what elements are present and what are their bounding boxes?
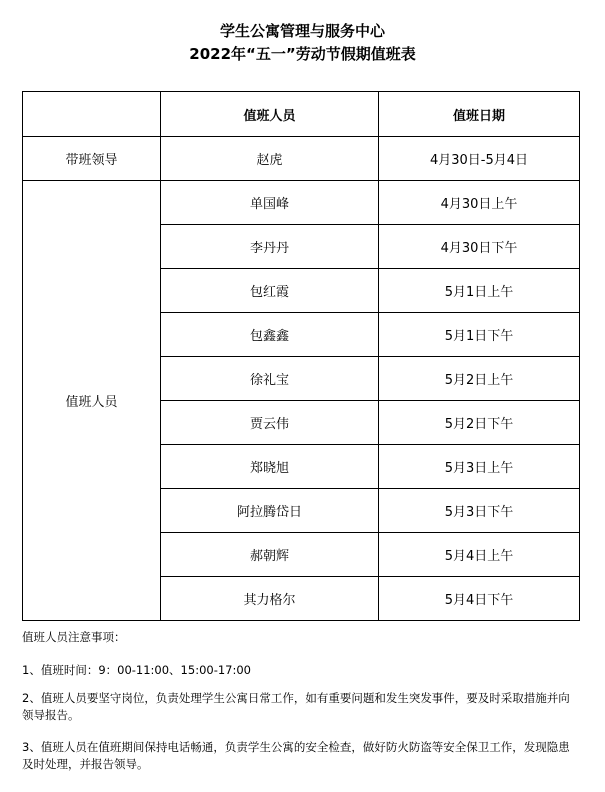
staff-date-cell: 4月30日上午 <box>379 181 580 225</box>
header-cell-date: 值班日期 <box>379 92 580 137</box>
staff-name-cell: 李丹丹 <box>161 225 379 269</box>
staff-name-cell: 包鑫鑫 <box>161 313 379 357</box>
staff-date-cell: 5月3日下午 <box>379 489 580 533</box>
staff-date-cell: 5月4日下午 <box>379 577 580 621</box>
duty-table <box>22 91 580 621</box>
leader-row <box>23 137 580 181</box>
note-item: 3、值班人员在值班期间保持电话畅通，负责学生公寓的安全检查，做好防火防盗等安全保卫工作，发现隐患及时处理，并报告领导。 <box>22 740 570 771</box>
header-cell-staff: 值班人员 <box>161 92 379 137</box>
staff-name-cell: 郝朝辉 <box>161 533 379 577</box>
staff-name-cell: 郑晓旭 <box>161 445 379 489</box>
staff-date-cell: 5月3日上午 <box>379 445 580 489</box>
header-cell-empty <box>23 92 161 137</box>
leader-date-cell: 4月30日-5月4日 <box>379 137 580 181</box>
staff-date-cell: 5月1日上午 <box>379 269 580 313</box>
note-item: 2、值班人员要坚守岗位，负责处理学生公寓日常工作，如有重要问题和发生突发事件，要及时采取措施并向领导报告。 <box>22 691 570 722</box>
table-header-row <box>23 92 580 137</box>
document-title: 学生公寓管理与服务中心 <box>219 22 385 40</box>
staff-date-cell: 5月2日下午 <box>379 401 580 445</box>
notes-heading: 值班人员注意事项： <box>22 630 126 644</box>
staff-name-cell: 贾云伟 <box>161 401 379 445</box>
staff-date-cell: 4月30日下午 <box>379 225 580 269</box>
document-subtitle: 2022年“五一”劳动节假期值班表 <box>189 45 416 63</box>
leader-role-cell: 带班领导 <box>23 137 161 181</box>
staff-name-cell: 包红霞 <box>161 269 379 313</box>
staff-name-cell: 阿拉腾岱日 <box>161 489 379 533</box>
table-row <box>23 181 580 225</box>
leader-name-cell: 赵虎 <box>161 137 379 181</box>
staff-name-cell: 其力格尔 <box>161 577 379 621</box>
staff-role-cell: 值班人员 <box>23 181 161 621</box>
staff-name-cell: 徐礼宝 <box>161 357 379 401</box>
staff-date-cell: 5月2日上午 <box>379 357 580 401</box>
note-item: 1、值班时间：9：00-11:00、15:00-17:00 <box>22 663 251 677</box>
staff-date-cell: 5月4日上午 <box>379 533 580 577</box>
staff-date-cell: 5月1日下午 <box>379 313 580 357</box>
staff-name-cell: 单国峰 <box>161 181 379 225</box>
